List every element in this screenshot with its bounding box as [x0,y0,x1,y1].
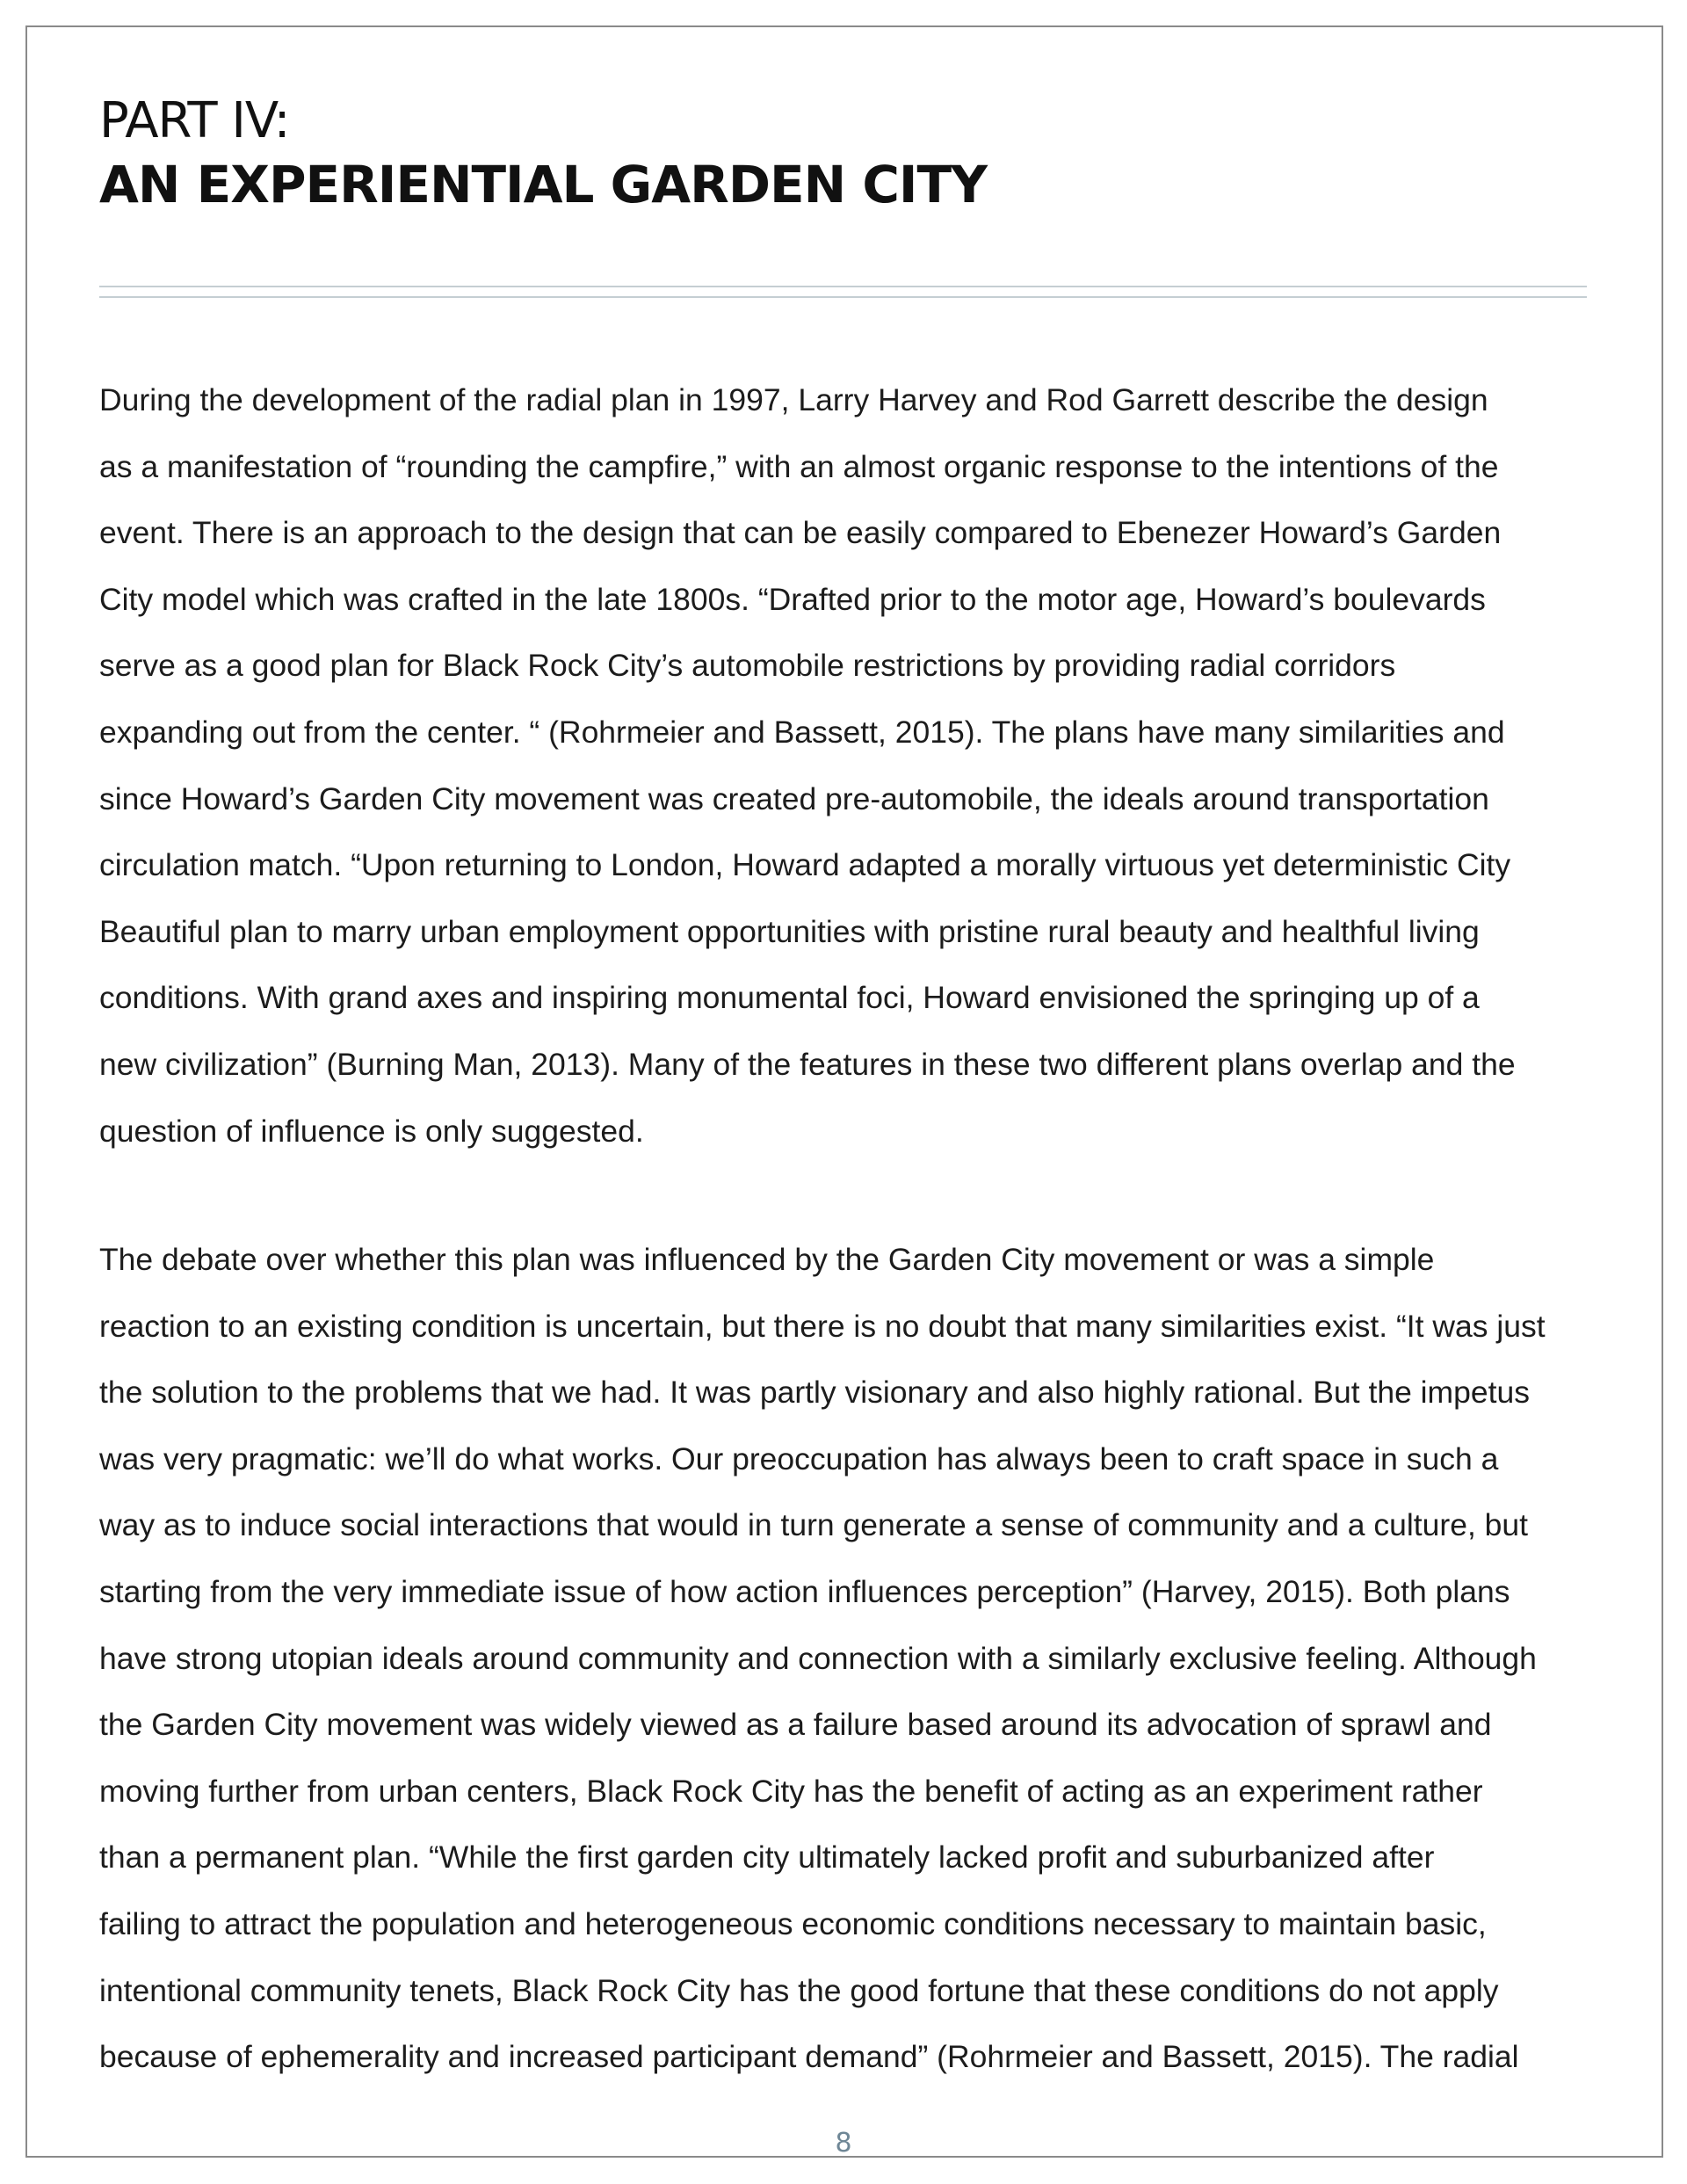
text-line: failing to attract the population and heterogeneous economic conditions necessary to maintain basic, [99,1905,1487,1941]
text-line: as a manifestation of “rounding the campfire,” with an almost organic response to the intentions of the [99,448,1499,484]
text-line: event. There is an approach to the design that can be easily compared to Ebenezer Howard’s Garden [99,515,1502,551]
text-line: the Garden City movement was widely viewed as a failure based around its advocation of sprawl and [99,1707,1492,1743]
text-line: reaction to an existing condition is uncertain, but there is no doubt that many similarities exist. “It was just [99,1308,1546,1344]
header-divider-top [99,286,1587,287]
text-line: the solution to the problems that we had. It was partly visionary and also highly rational. But the impetus [99,1375,1530,1411]
text-line: During the development of the radial plan in 1997, Larry Harvey and Rod Garrett describe the design [99,382,1488,417]
text-line: way as to induce social interactions that would in turn generate a sense of community and a culture, but [99,1507,1529,1543]
text-line: because of ephemerality and increased participant demand” (Rohrmeier and Bassett, 2015). The radial [99,2039,1519,2075]
part-label: PART IV: [99,92,290,149]
text-line: The debate over whether this plan was influenced by the Garden City movement or was a simple [99,1242,1435,1277]
section-heading [99,91,987,218]
page-number: 8 [835,2128,852,2159]
text-line: expanding out from the center. “ (Rohrmeier and Bassett, 2015). The plans have many similarities and [99,714,1505,750]
text-line: Beautiful plan to marry urban employment opportunities with pristine rural beauty and healthful living [99,913,1480,949]
text-line: starting from the very immediate issue of how action influences perception” (Harvey, 2015). Both plans [99,1573,1510,1609]
text-line: since Howard’s Garden City movement was created pre-automobile, the ideals around transportation [99,780,1489,816]
text-line: conditions. With grand axes and inspiring monumental foci, Howard envisioned the springing up of a [99,980,1480,1016]
text-line: have strong utopian ideals around community and connection with a similarly exclusive feeling. Although [99,1640,1537,1676]
paragraph-1 [99,367,1593,1165]
text-line: question of influence is only suggested. [99,1113,644,1149]
text-line: was very pragmatic: we’ll do what works. Our preoccupation has always been to craft space in such a [99,1440,1499,1477]
text-line: circulation match. “Upon returning to London, Howard adapted a morally virtuous yet deterministic City [99,847,1511,883]
text-line: moving further from urban centers, Black Rock City has the benefit of acting as an experiment rather [99,1773,1483,1809]
text-line: serve as a good plan for Black Rock City’s automobile restrictions by providing radial corridors [99,648,1396,684]
paragraph-2 [99,1227,1593,2091]
section-title: AN EXPERIENTIAL GARDEN CITY [99,155,988,214]
text-line: new civilization” (Burning Man, 2013). Many of the features in these two different plans overlap and the [99,1046,1516,1082]
text-line: City model which was crafted in the late 1800s. “Drafted prior to the motor age, Howard’s boulevards [99,581,1486,617]
header-divider-bottom [99,296,1587,298]
text-line: intentional community tenets, Black Rock City has the good fortune that these conditions do not apply [99,1972,1499,2008]
text-line: than a permanent plan. “While the first garden city ultimately lacked profit and suburbanized after [99,1839,1435,1876]
